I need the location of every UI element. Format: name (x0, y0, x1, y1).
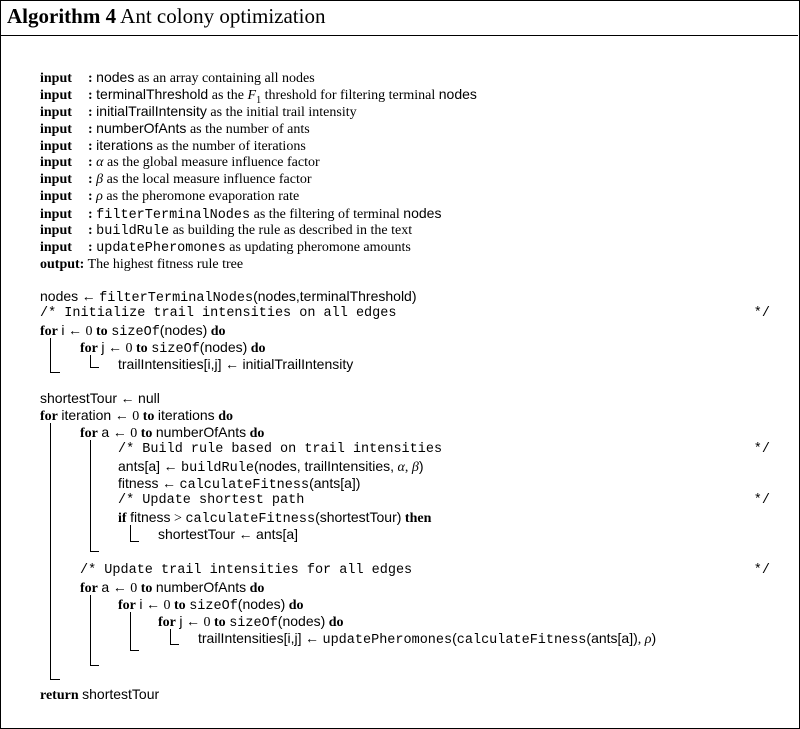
input-line-build-rule: input : buildRule as building the rule as described in the text (40, 223, 413, 239)
input-line-alpha: input : α as the global measure influence factor (40, 155, 320, 170)
output-line: output: The highest fitness rule tree (40, 257, 244, 272)
algorithm-name: Ant colony optimization (120, 4, 326, 28)
input-line-filter-terminal-nodes: input : filterTerminalNodes as the filtering of terminal nodes (40, 205, 442, 223)
comment-update-shortest: /* Update shortest path (118, 493, 305, 508)
block-line-for-a-1 (90, 440, 91, 551)
code-for-a-2: for a ← 0 to numberOfAnts do (80, 579, 265, 596)
algorithm-title-bar (0, 0, 798, 36)
block-line-for-j-2 (170, 629, 171, 644)
comment-update-trail: /* Update trail intensities for all edges (80, 563, 413, 578)
input-line-update-pheromones: input : updatePheromones as updating pheromone amounts (40, 240, 411, 256)
input-line-iterations: input : iterations as the number of iterations (40, 137, 306, 154)
block-end-for-a-1 (90, 551, 99, 552)
block-line-for-j (90, 355, 91, 367)
block-end-if (130, 541, 139, 542)
input-line-number-of-ants: input : numberOfAnts as the number of ants (40, 120, 310, 137)
input-line-nodes: input : nodes as an array containing all nodes (40, 69, 315, 86)
code-for-j: for j ← 0 to sizeOf(nodes) do (80, 339, 266, 357)
algorithm-title (7, 4, 325, 29)
block-line-for-i-2 (130, 612, 131, 650)
code-if-fitness: if fitness > calculateFitness(shortestTour) then (118, 509, 432, 527)
block-line-for-a-2 (90, 595, 91, 665)
code-for-iteration: for iteration ← 0 to iterations do (40, 407, 233, 424)
input-line-beta: input : β as the local measure influence factor (40, 172, 312, 187)
input-line-rho: input : ρ as the pheromone evaporation rate (40, 189, 300, 204)
comment-update-shortest-end: */ (753, 493, 770, 508)
code-for-a-1: for a ← 0 to numberOfAnts do (80, 424, 265, 441)
comment-update-trail-end: */ (753, 563, 770, 578)
block-end-for-j-2 (170, 644, 179, 645)
block-line-for-iteration (50, 423, 51, 679)
block-end-for-i (50, 372, 60, 373)
comment-build-rule-end: */ (753, 442, 770, 457)
input-line-initial-trail: input : initialTrailIntensity as the initial trail intensity (40, 103, 357, 120)
code-init-trail: trailIntensities[i,j] ← initialTrailIntensity (118, 356, 354, 373)
code-return: return shortestTour (40, 686, 160, 703)
block-end-for-j (90, 367, 99, 368)
input-line-terminal-threshold: input : terminalThreshold as the $F_1$ threshold for filtering terminal nodes (40, 86, 477, 106)
block-line-for-i (50, 338, 51, 372)
code-for-i: for i ← 0 to sizeOf(nodes) do (40, 322, 226, 340)
comment-build-rule: /* Build rule based on trail intensities (118, 442, 443, 457)
comment-initialize: /* Initialize trail intensities on all edges (40, 306, 397, 321)
block-end-for-a-2 (90, 665, 99, 666)
code-build-rule: ants[a] ← buildRule(nodes, trailIntensities, α, β) (118, 458, 424, 476)
block-end-for-iteration (50, 679, 60, 680)
block-end-for-i-2 (130, 650, 139, 651)
algorithm-label: Algorithm 4 (7, 4, 117, 28)
code-filter-nodes: nodes ← filterTerminalNodes(nodes,terminalThreshold) (40, 288, 417, 306)
comment-initialize-end: */ (753, 306, 770, 321)
code-shortest-null: shortestTour ← null (40, 390, 160, 407)
code-update-pheromones: trailIntensities[i,j] ← updatePheromones(calculateFitness(ants[a]), ρ) (198, 630, 657, 648)
code-for-i-2: for i ← 0 to sizeOf(nodes) do (118, 596, 304, 614)
block-line-if (130, 525, 131, 541)
code-for-j-2: for j ← 0 to sizeOf(nodes) do (158, 613, 344, 631)
code-fitness: fitness ← calculateFitness(ants[a]) (118, 475, 361, 493)
code-assign-shortest: shortestTour ← ants[a] (158, 526, 299, 543)
